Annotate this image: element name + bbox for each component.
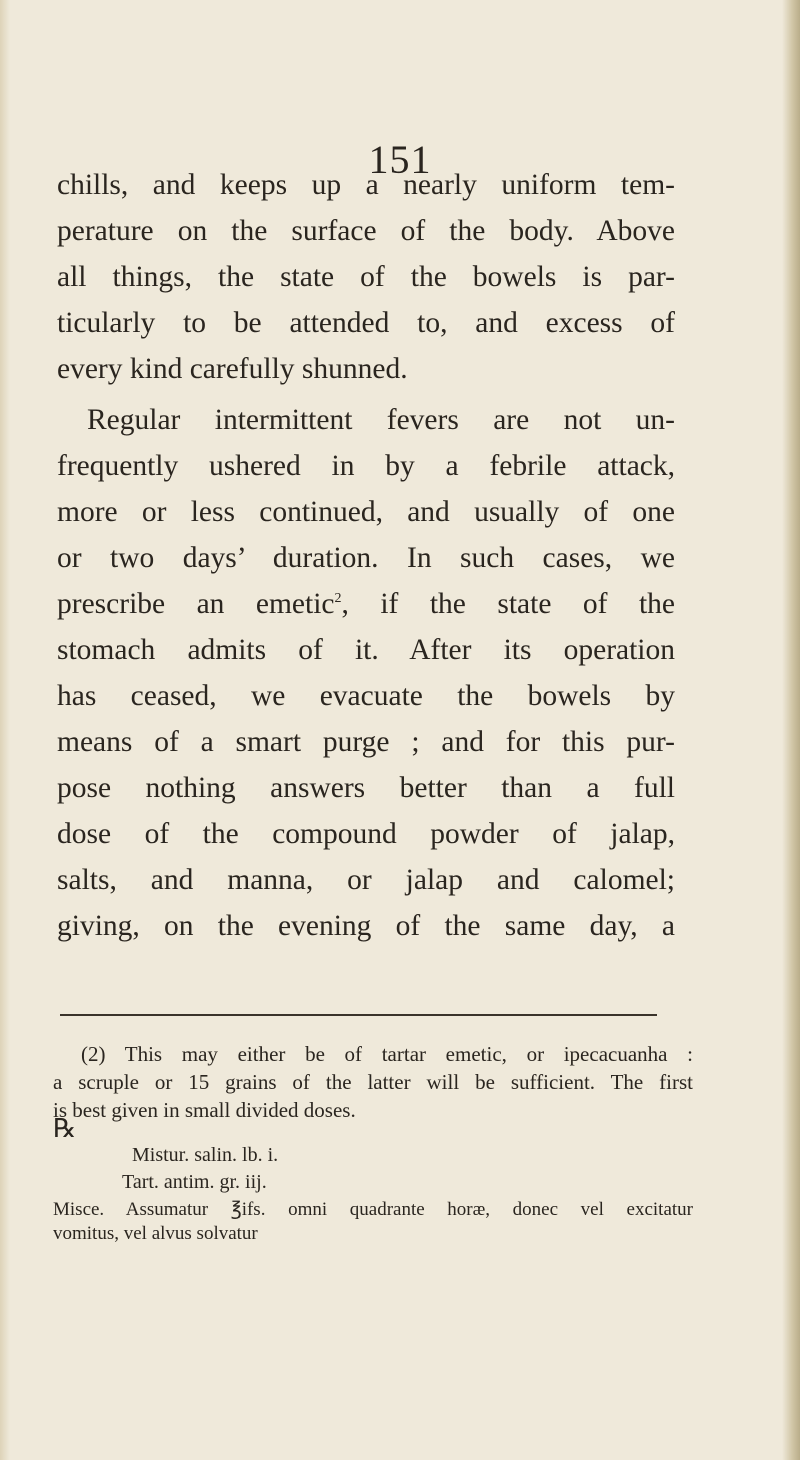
text-line: stomach admits of it. After its operation bbox=[57, 634, 675, 666]
recipe-symbol: ℞ bbox=[53, 1114, 77, 1143]
text-line: frequently ushered in by a febrile attack, bbox=[57, 450, 675, 482]
prescription-line: Misce. Assumatur ℥ifs. omni quadrante horæ, donec vel excitatur bbox=[53, 1199, 693, 1220]
text-line: all things, the state of the bowels is par- bbox=[57, 261, 675, 293]
footnote-marker: 2 bbox=[334, 591, 342, 607]
text-line: ticularly to be attended to, and excess of bbox=[57, 307, 675, 339]
text-line: means of a smart purge ; and for this pur- bbox=[57, 726, 675, 758]
text-line: Regular intermittent fevers are not un- bbox=[87, 404, 675, 436]
text-line: giving, on the evening of the same day, a bbox=[57, 910, 675, 942]
page-edge-right bbox=[782, 0, 800, 1460]
text-line: perature on the surface of the body. Above bbox=[57, 215, 675, 247]
paragraph-1 bbox=[57, 162, 675, 392]
page-edge-left bbox=[0, 0, 10, 1460]
text-line-with-note bbox=[57, 581, 675, 627]
text-line: has ceased, we evacuate the bowels by bbox=[57, 680, 675, 712]
text-line: salts, and manna, or jalap and calomel; bbox=[57, 864, 675, 896]
text-segment: prescribe an emetic bbox=[57, 588, 335, 620]
footnote-line: is best given in small divided doses. bbox=[53, 1098, 356, 1122]
paragraph-2 bbox=[57, 397, 675, 949]
prescription-line: Mistur. salin. lb. i. bbox=[132, 1144, 279, 1166]
text-line: chills, and keeps up a nearly uniform tem- bbox=[57, 169, 675, 201]
text-line: dose of the compound powder of jalap, bbox=[57, 818, 675, 850]
text-line: every kind carefully shunned. bbox=[57, 353, 408, 385]
prescription-line: Tart. antim. gr. iij. bbox=[122, 1171, 267, 1193]
page-number: 151 bbox=[368, 137, 432, 182]
footnote bbox=[53, 1040, 693, 1124]
text-line: or two days’ duration. In such cases, we bbox=[57, 542, 675, 574]
footnote-rule bbox=[60, 1014, 657, 1016]
footnote-line: a scruple or 15 grains of the latter will be sufficient. The first bbox=[53, 1070, 693, 1094]
text-segment: , if the state of the bbox=[341, 588, 675, 620]
footnote-line: (2) This may either be of tartar emetic, or ipecacuanha : bbox=[81, 1042, 693, 1066]
prescription-line: vomitus, vel alvus solvatur bbox=[53, 1223, 258, 1244]
text-line: more or less continued, and usually of one bbox=[57, 496, 675, 528]
text-line: pose nothing answers better than a full bbox=[57, 772, 675, 804]
